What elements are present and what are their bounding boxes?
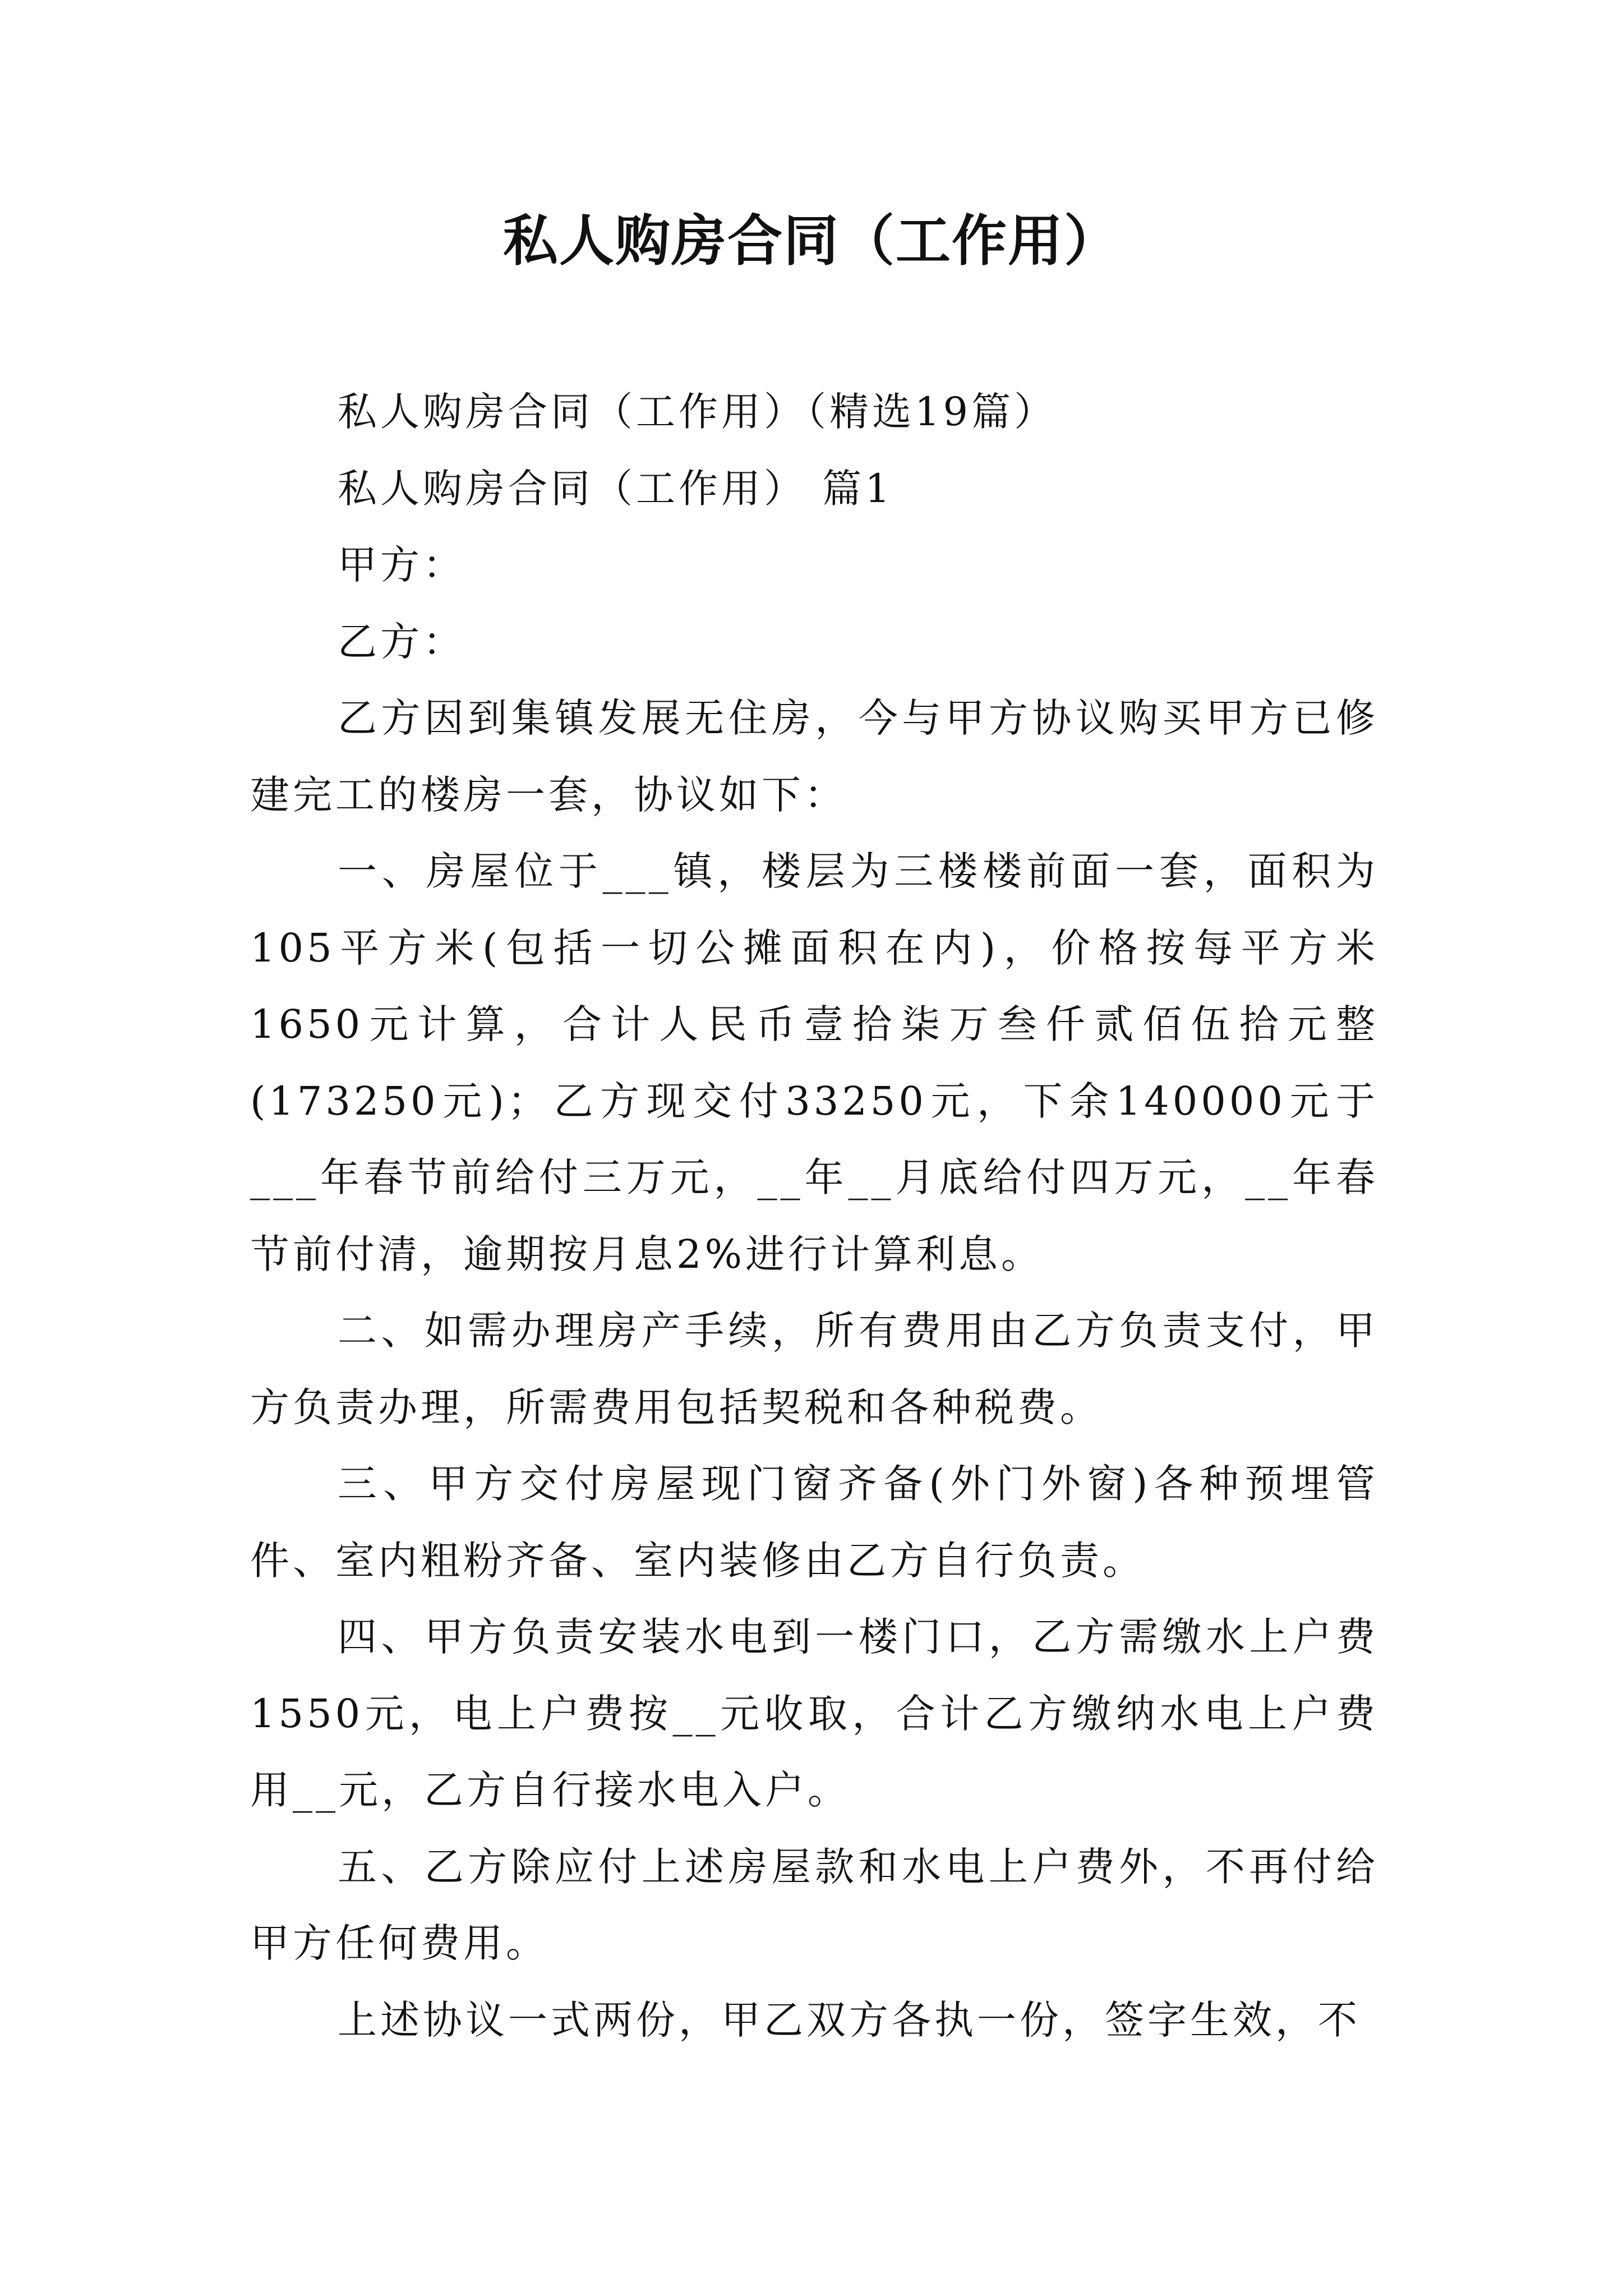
paragraph-clause-1: 一、房屋位于___镇，楼层为三楼楼前面一套，面积为105平方米(包括一切公摊面积在内)，价格按每平方米1650元计算，合计人民币壹拾柒万叁仟贰佰伍拾元整(173250元)；乙方现交付33250元，下余140000元于___年春节前给付三万元，__年__月底给付四万元，__年春节前付清，逾期按月息2%进行计算利息。 [250,848,1378,1277]
paragraph-closing: 上述协议一式两份，甲乙双方各执一份，签字生效，不 [338,1996,1361,2043]
document-title: 私人购房合同（工作用） [502,209,1120,273]
paragraph-party-b: 乙方： [338,618,465,665]
document-body [250,374,1378,2058]
paragraph-collection-title: 私人购房合同（工作用）（精选19篇） [338,389,1057,435]
paragraph-clause-3: 三、甲方交付房屋现门窗齐备(外门外窗)各种预埋管件、室内粗粉齐备、室内装修由乙方自行负责。 [250,1461,1378,1584]
paragraph-clause-5: 五、乙方除应付上述房屋款和水电上户费外，不再付给甲方任何费用。 [250,1843,1378,1966]
paragraph-clause-4: 四、甲方负责安装水电到一楼门口，乙方需缴水上户费1550元，电上户费按__元收取，合计乙方缴纳水电上户费用__元，乙方自行接水电入户。 [250,1614,1378,1813]
paragraph-preamble: 乙方因到集镇发展无住房，今与甲方协议购买甲方已修建完工的楼房一套，协议如下： [250,695,1378,818]
paragraph-party-a: 甲方： [338,542,465,588]
paragraph-article-heading: 私人购房合同（工作用） 篇1 [338,465,893,512]
paragraph-clause-2: 二、如需办理房产手续，所有费用由乙方负责支付，甲方负责办理，所需费用包括契税和各种税费。 [250,1308,1378,1430]
